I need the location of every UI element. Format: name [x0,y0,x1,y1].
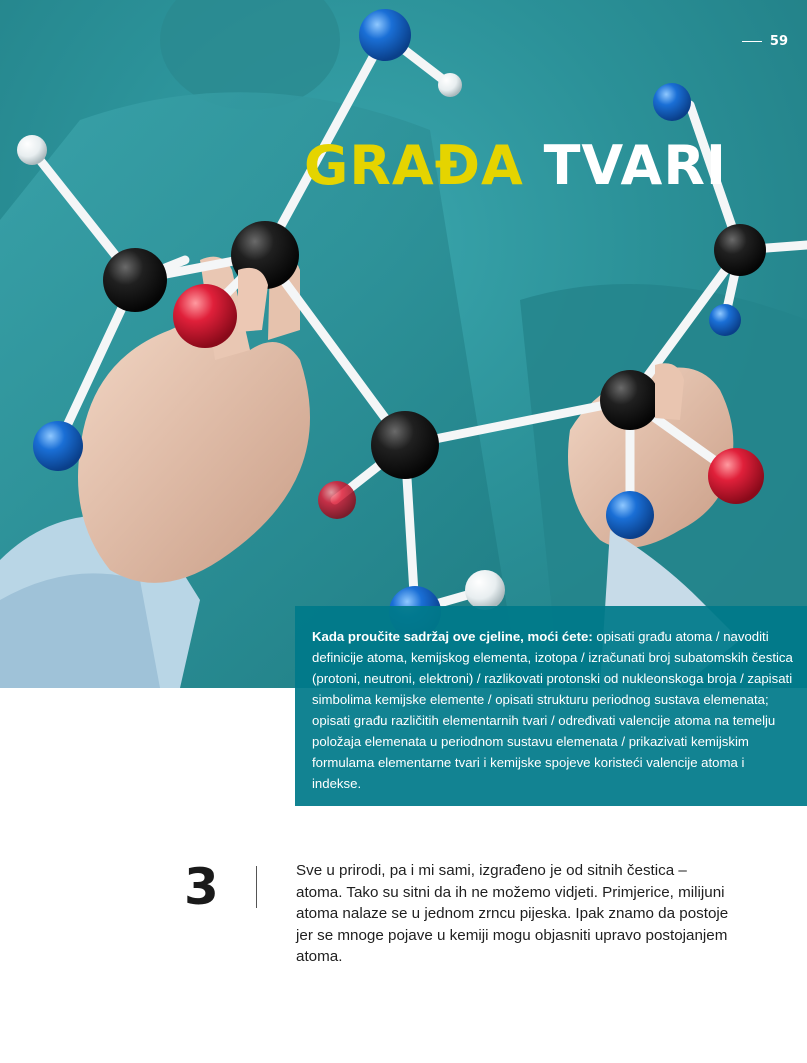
learning-outcomes-box [295,606,807,806]
page-number-rule [742,41,762,42]
chapter-title-part1: GRAĐA [304,134,524,197]
chapter-divider [256,866,257,908]
chapter-intro-text: Sve u prirodi, pa i mi sami, izgrađeno je od sitnih čestica – atoma. Tako su sitni da ih ne možemo vidjeti. Primjerice, milijuni atoma nalaze se u jednom zrncu pijeska. Ipak znamo da postoje jer se mnoge pojave u kemiji mogu objasniti upravo postojanjem atoma. [296,862,729,965]
chapter-title-part2: TVARI [543,134,727,197]
page-number-text: 59 [769,34,788,49]
learning-outcomes-lead: Kada proučite sadržaj ove cjeline, moći ćete: [312,629,597,644]
chapter-number: 3 [184,858,219,916]
chapter-title [304,134,727,197]
page-number [742,34,788,49]
learning-outcomes-text: opisati građu atoma / navoditi definicije atoma, kemijskog elementa, izotopa / izračunati broj subatomskih čestica (protoni, neutroni, elektroni) / razlikovati protonski od nukleonskoga broja / zapisati simbolima kemijske elemente / opisati strukturu periodnog sustava elemenata; opisati građu različitih elementarnih tvari / određivati valencije atoma na temelju položaja elemenata u periodnom sustavu elemenata / prikazivati kemijskim formulama elementarne tvari i kemijske spojeve koristeći valencije atoma i indekse. [312,629,793,791]
